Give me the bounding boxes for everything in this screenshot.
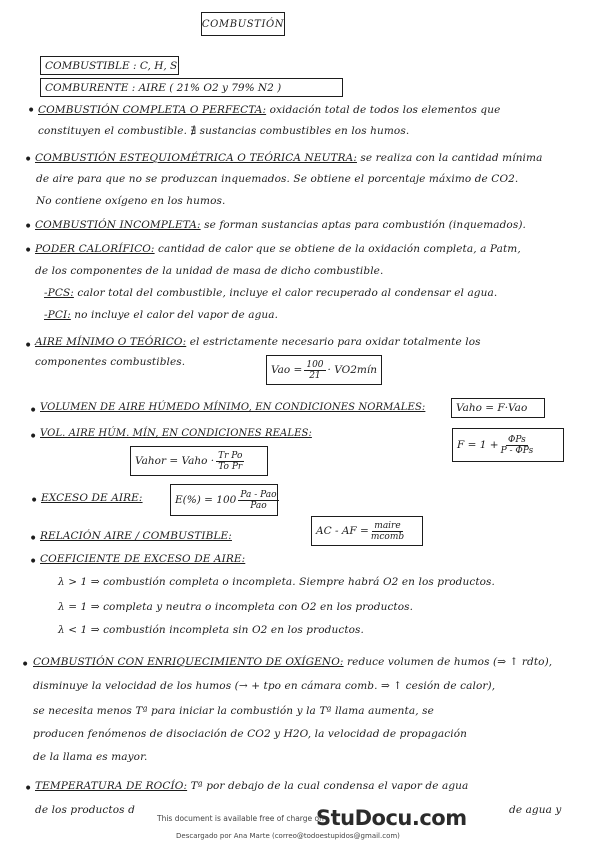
f-factor-den: P - ΦPs: [500, 445, 534, 456]
real-fraction: [216, 451, 244, 472]
real-num: Tr Po: [218, 450, 243, 461]
coef-case-2: λ = 1 ⇒ completa y neutra o incompleta con O2 en los productos.: [58, 601, 414, 613]
real-den: To Pr: [218, 461, 243, 472]
dew-line-1: [35, 780, 468, 792]
pcs-desc: calor total del combustible, incluye el calor recuperado al condensar el agua.: [77, 287, 498, 299]
complete-desc-1: oxidación total de todos los elementos que: [269, 104, 501, 116]
calorific-term: PODER CALORÍFICO:: [35, 243, 155, 255]
humid-term: VOLUMEN DE AIRE HÚMEDO MÍNIMO, EN CONDICIONES NORMALES:: [40, 402, 426, 413]
air-min-f-left: Vao =: [271, 364, 303, 376]
excess-f-left: E(%) = 100: [175, 494, 237, 506]
footer-available: This document is available free of charge on: [157, 814, 324, 823]
stoich-term: COMBUSTIÓN ESTEQUIOMÉTRICA O TEÓRICA NEUTRA:: [35, 152, 357, 164]
bullet-icon: •: [24, 338, 33, 354]
real-formula: [130, 446, 268, 476]
bullet-icon: •: [29, 531, 38, 547]
bullet-icon: •: [24, 219, 33, 235]
pcs-term: -PCS:: [44, 287, 74, 299]
oxidizer-box: [40, 78, 343, 97]
ratio-formula: [311, 516, 423, 546]
ratio-term: RELACIÓN AIRE / COMBUSTIBLE:: [40, 530, 232, 542]
calorific-desc-1: cantidad de calor que se obtiene de la oxidación completa, a Patm,: [158, 243, 521, 255]
stoich-desc-1: se realiza con la cantidad mínima: [360, 152, 543, 164]
bullet-icon: •: [21, 657, 30, 673]
bullet-icon: •: [24, 152, 33, 168]
coef-case-3: λ < 1 ⇒ combustión incompleta sin O2 en los productos.: [58, 624, 364, 636]
stoich-line-3: No contiene oxígeno en los humos.: [36, 195, 226, 207]
bullet-icon: •: [29, 403, 38, 419]
pci-line: [44, 309, 278, 321]
bullet-icon: •: [24, 243, 33, 259]
incomplete-term: COMBUSTIÓN INCOMPLETA:: [35, 219, 201, 231]
complete-line-2: constituyen el combustible. ∄ sustancias combustibles en los humos.: [38, 125, 410, 137]
enrich-term: COMBUSTIÓN CON ENRIQUECIMIENTO DE OXÍGENO:: [33, 656, 344, 668]
bullet-icon: •: [29, 554, 38, 570]
calorific-line-1: [35, 243, 521, 255]
studocu-logo[interactable]: StuDocu.com: [316, 806, 467, 830]
f-factor-num: ΦPs: [507, 434, 526, 445]
air-min-desc-1: el estrictamente necesario para oxidar totalmente los: [189, 336, 481, 348]
air-min-line-1: [35, 336, 481, 348]
air-min-den: 21: [309, 370, 321, 381]
bullet-icon: •: [24, 781, 33, 797]
incomplete-line-1: [35, 219, 526, 231]
enrich-line-5: de la llama es mayor.: [33, 751, 148, 763]
excess-formula: [170, 484, 278, 516]
coef-case-1: λ > 1 ⇒ combustión completa o incompleta. Siempre habrá O2 en los productos.: [58, 576, 495, 588]
excess-den: Pao: [250, 500, 267, 511]
enrich-line-4: producen fenómenos de disociación de CO2 y H2O, la velocidad de propagación: [33, 728, 468, 740]
stoich-line-2: de aire para que no se produzcan inquemados. Se obtiene el porcentaje máximo de CO2.: [36, 173, 519, 185]
dew-term: TEMPERATURA DE ROCÍO:: [35, 780, 188, 792]
complete-term: COMBUSTIÓN COMPLETA O PERFECTA:: [38, 104, 267, 116]
fuel-text: COMBUSTIBLE : C, H, S: [45, 59, 178, 72]
f-factor-left: F = 1 +: [457, 439, 499, 451]
pci-term: -PCI:: [44, 309, 71, 321]
dew-line-2b: de agua y: [509, 804, 562, 816]
bullet-icon: •: [29, 429, 38, 445]
bullet-icon: •: [30, 493, 39, 509]
pcs-line: [44, 287, 497, 299]
excess-num: Pa - Pao: [240, 489, 277, 500]
bullet-icon: •: [27, 103, 36, 119]
coef-term: COEFICIENTE DE EXCESO DE AIRE:: [40, 553, 246, 565]
stoich-line-1: [35, 152, 542, 164]
excess-term: EXCESO DE AIRE:: [41, 492, 143, 504]
air-min-fraction: [304, 360, 325, 381]
humid-formula-text: Vaho = F·Vao: [456, 402, 528, 414]
f-factor-fraction: [501, 435, 534, 456]
enrich-line-3: se necesita menos Tª para iniciar la combustión y la Tª llama aumenta, se: [33, 705, 434, 717]
oxidizer-text: COMBURENTE : AIRE ( 21% O2 y 79% N2 ): [45, 81, 282, 94]
air-min-formula: [266, 355, 382, 385]
f-factor-formula: [452, 428, 564, 462]
real-f-left: Vahor = Vaho ·: [135, 455, 215, 467]
excess-fraction: [238, 490, 278, 511]
page-title: [201, 12, 285, 36]
ratio-f-left: AC - AF =: [316, 525, 369, 537]
enrich-line-1: [33, 656, 552, 668]
air-min-f-right: · VO2mín: [327, 364, 377, 376]
ratio-den: mcomb: [370, 531, 405, 542]
dew-desc-1: Tª por debajo de la cual condensa el vapor de agua: [190, 780, 469, 792]
ratio-fraction: [371, 521, 404, 542]
enrich-desc-1: reduce volumen de humos (⇒ ↑ rdto),: [347, 656, 553, 668]
real-term: VOL. AIRE HÚM. MÍN, EN CONDICIONES REALES:: [40, 428, 312, 439]
enrich-line-2: disminuye la velocidad de los humos (→ + tpo en cámara comb. ⇒ ↑ cesión de calor),: [33, 680, 496, 692]
air-min-num: 100: [306, 359, 324, 370]
complete-line-1: [38, 104, 500, 116]
incomplete-desc: se forman sustancias aptas para combustión (inquemados).: [204, 219, 526, 231]
page-title-text: COMBUSTIÓN: [201, 18, 285, 30]
dew-line-2a: de los productos d: [35, 804, 135, 816]
air-min-line-2: componentes combustibles.: [35, 356, 186, 368]
calorific-line-2: de los componentes de la unidad de masa de dicho combustible.: [35, 265, 384, 277]
air-min-term: AIRE MÍNIMO O TEÓRICO:: [35, 336, 187, 348]
footer-downloaded: Descargado por Ana Marte (correo@todoestupidos@gmail.com): [176, 832, 400, 840]
humid-formula: [451, 398, 545, 418]
pci-desc: no incluye el calor del vapor de agua.: [74, 309, 279, 321]
fuel-box: [40, 56, 179, 75]
ratio-num: maire: [374, 520, 401, 531]
